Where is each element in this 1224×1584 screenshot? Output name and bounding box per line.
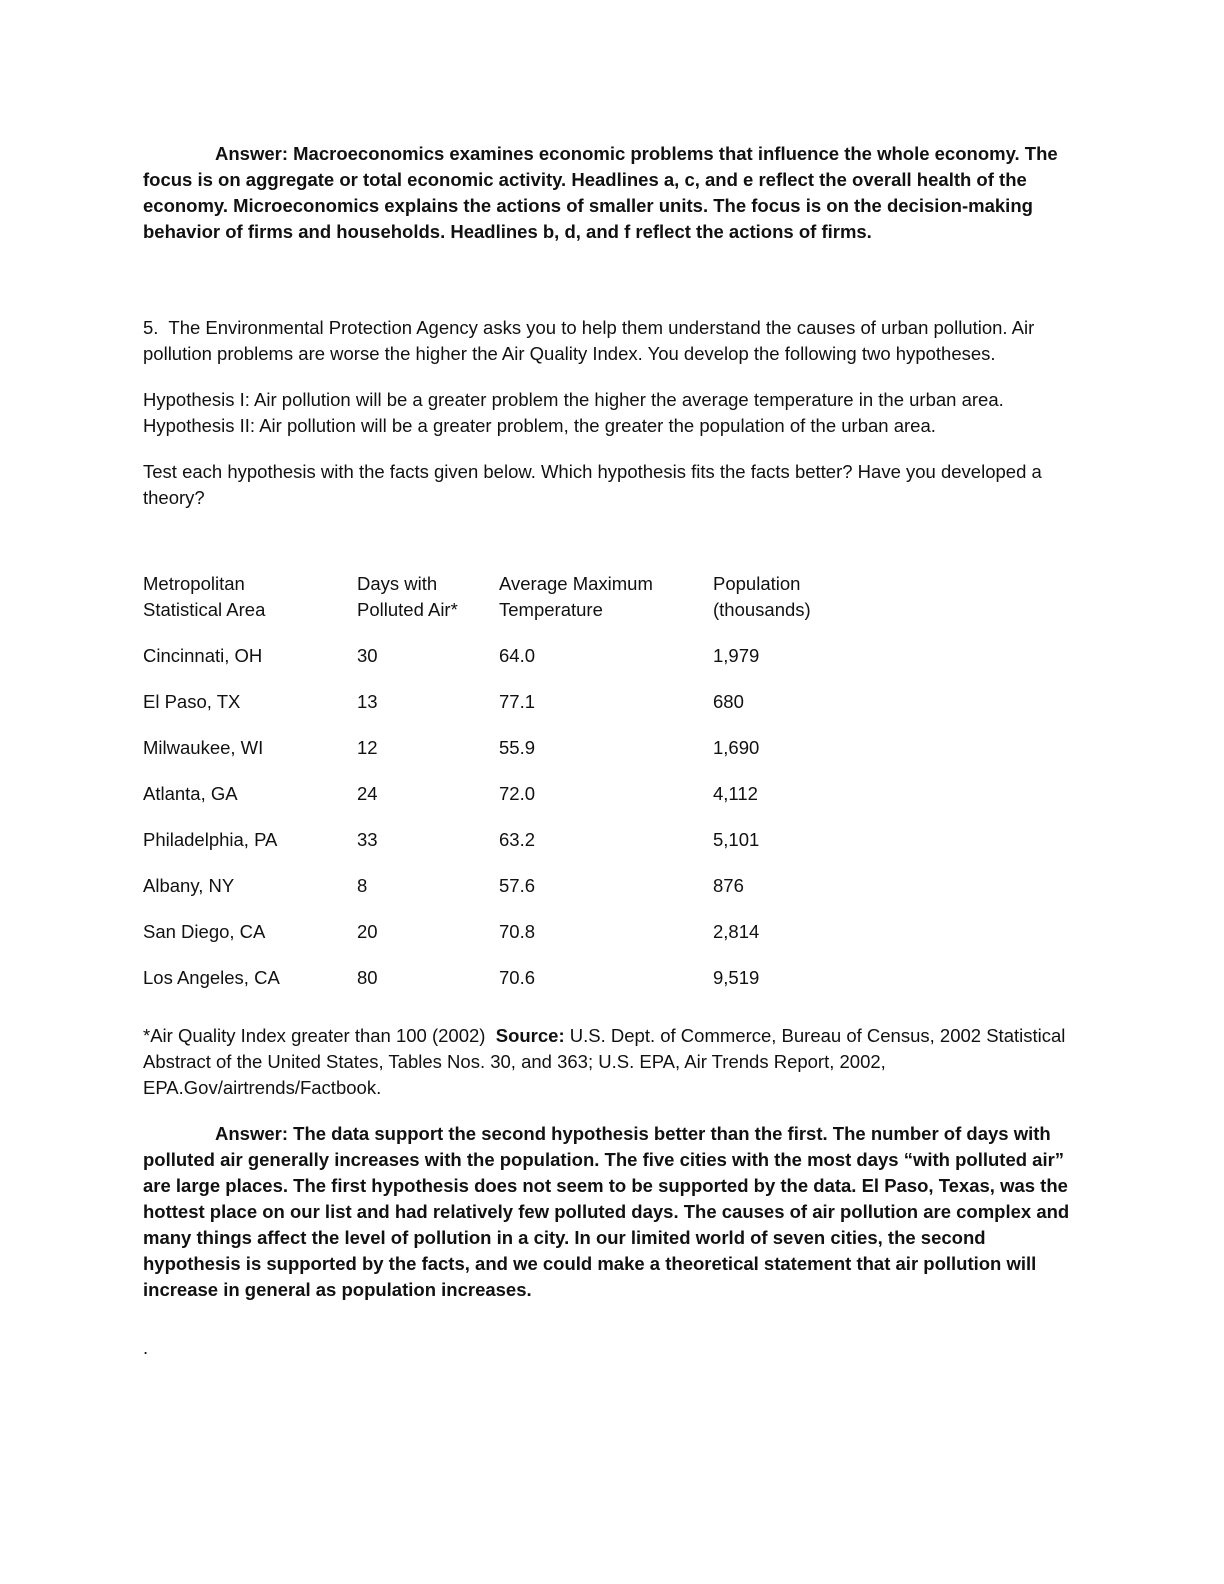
header-days: Days with Polluted Air* [357,573,458,620]
hypotheses-block [143,387,1078,439]
cell-temp: 57.6 [499,875,536,896]
table-row [143,827,873,873]
pollution-data-table [143,571,873,1011]
cell-area: Albany, NY [143,875,235,896]
cell-temp: 64.0 [499,645,536,666]
cell-population: 1,979 [713,645,760,666]
table-row [143,965,873,1011]
cell-temp: 70.8 [499,921,536,942]
cell-area: Atlanta, GA [143,783,238,804]
cell-area: El Paso, TX [143,691,241,712]
answer-text: The data support the second hypothesis better than the first. The number of days with polluted air generally increases with the population. The five cities with the most days “with polluted air” are large places. The first hypothesis does not seem to be supported by the data. El Paso, Texas, was the hottest place on our list and had relatively few polluted days. The causes of air pollution are complex and many things affect the level of pollution in a city. In our limited world of seven cities, the second hypothesis is supported by the facts, and we could make a theoretical statement that air pollution will increase in general as population increases. [143,1123,1070,1300]
answer-paragraph-1 [143,141,1078,245]
cell-population: 1,690 [713,737,760,758]
cell-days: 12 [357,737,378,758]
cell-days: 80 [357,967,378,988]
cell-population: 876 [713,875,744,896]
question-number: 5. [143,317,159,338]
header-population: Population (thousands) [713,573,811,620]
table-header-row [143,571,873,643]
answer-paragraph-2 [143,1121,1078,1303]
source-footnote [143,1023,1078,1101]
cell-area: Philadelphia, PA [143,829,278,850]
cell-population: 4,112 [713,783,758,804]
hypothesis-2: Hypothesis II: Air pollution will be a greater problem, the greater the population of the urban area. [143,415,936,436]
table-row [143,919,873,965]
table-row [143,735,873,781]
answer-label: Answer: [215,1123,288,1144]
question-5-paragraph [143,315,1078,367]
cell-days: 24 [357,783,378,804]
table-row [143,689,873,735]
answer-label: Answer: [215,143,288,164]
cell-area: Cincinnati, OH [143,645,263,666]
table-row [143,643,873,689]
cell-population: 5,101 [713,829,760,850]
answer-text: Macroeconomics examines economic problems that influence the whole economy. The focus is on aggregate or total economic activity. Headlines a, c, and e reflect the overall health of the economy. Microeconomics explains the actions of smaller units. The focus is on the decision-making behavior of firms and households. Headlines b, d, and f reflect the actions of firms. [143,143,1058,242]
cell-temp: 70.6 [499,967,536,988]
cell-area: San Diego, CA [143,921,266,942]
hypothesis-1: Hypothesis I: Air pollution will be a greater problem the higher the average temperature in the urban area. [143,389,1004,410]
footnote-note: *Air Quality Index greater than 100 (2002) [143,1025,486,1046]
instructions-paragraph: Test each hypothesis with the facts given below. Which hypothesis fits the facts better? Have you developed a theory? [143,461,1042,508]
cell-days: 8 [357,875,368,896]
document-page [143,141,1078,1361]
cell-population: 680 [713,691,744,712]
cell-days: 33 [357,829,378,850]
cell-area: Milwaukee, WI [143,737,264,758]
header-temp: Average Maximum Temperature [499,573,653,620]
source-text: U.S. Dept. of Commerce, Bureau of Census, 2002 Statistical Abstract of the United States, Tables Nos. 30, and 363; U.S. EPA, Air Trends Report, 2002, EPA.Gov/airtrends/Factbook. [143,1025,1066,1098]
question-text: The Environmental Protection Agency asks you to help them understand the causes of urban pollution. Air pollution problems are worse the higher the Air Quality Index. You develop the following two hypotheses. [143,317,1035,364]
table-row [143,873,873,919]
cell-population: 9,519 [713,967,760,988]
cell-days: 13 [357,691,378,712]
cell-temp: 72.0 [499,783,536,804]
cell-temp: 55.9 [499,737,536,758]
trailing-mark: . [143,1337,149,1358]
cell-area: Los Angeles, CA [143,967,280,988]
header-area: Metropolitan Statistical Area [143,573,266,620]
cell-temp: 77.1 [499,691,536,712]
cell-temp: 63.2 [499,829,536,850]
source-label: Source: [495,1025,565,1046]
cell-days: 20 [357,921,378,942]
cell-population: 2,814 [713,921,760,942]
table-row [143,781,873,827]
cell-days: 30 [357,645,378,666]
